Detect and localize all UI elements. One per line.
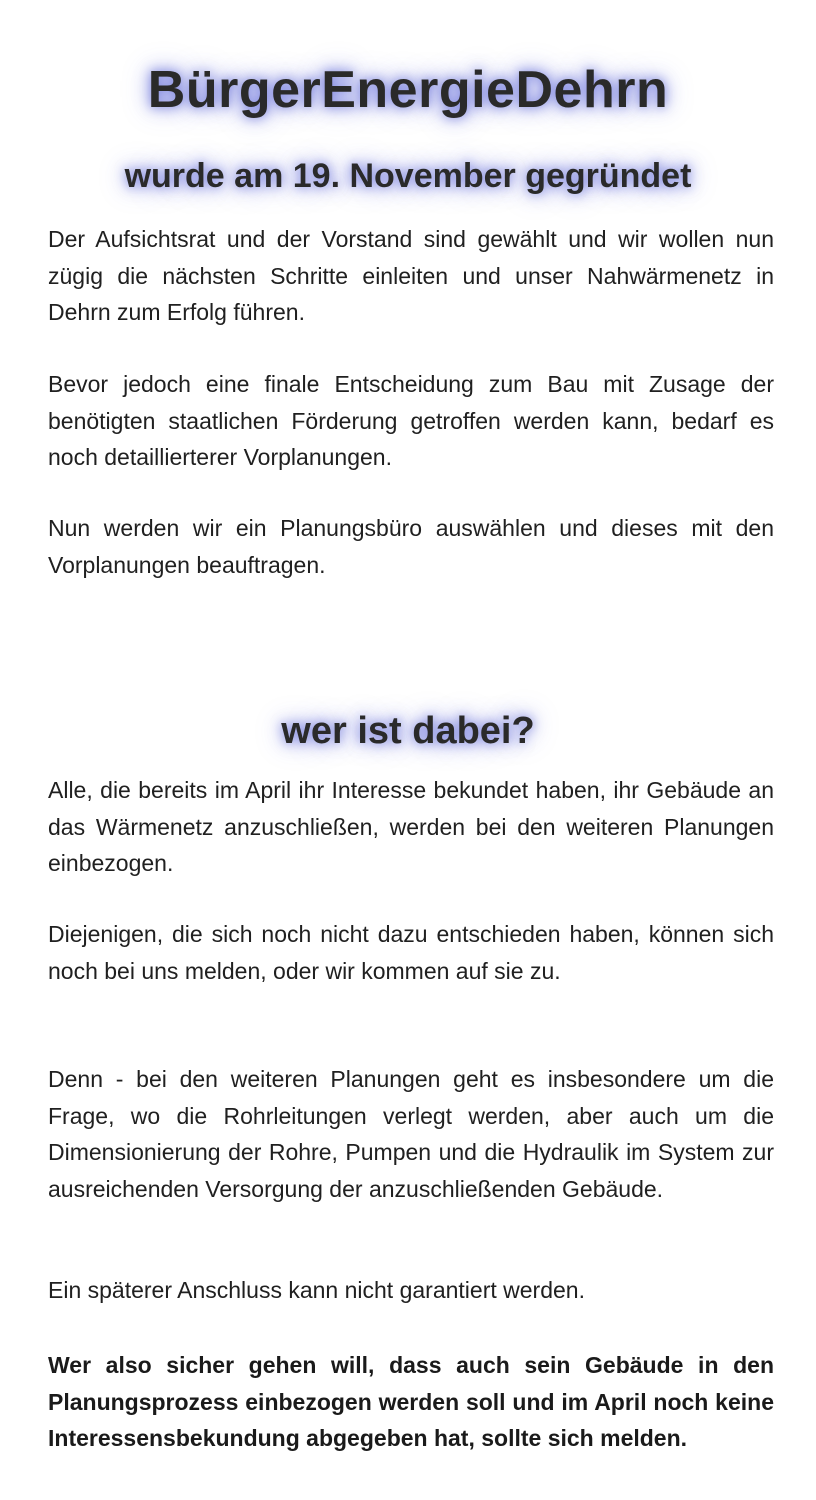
closing-call-to-action: Wer also sicher gehen will, dass auch sein Gebäude in den Planungsprozess einbezogen werden soll und im April noch keine Interessensbekundung abgegeben hat, sollte sich melden. — [48, 1352, 774, 1451]
section-paragraph-2: Diejenigen, die sich noch nicht dazu entschieden haben, können sich noch bei uns melden, oder wir kommen auf sie zu. — [48, 921, 774, 984]
page-title: BürgerEnergieDehrn — [147, 60, 669, 119]
section-paragraph-4: Ein späterer Anschluss kann nicht garantiert werden. — [48, 1277, 585, 1303]
section-paragraph-1: Alle, die bereits im April ihr Interesse bekundet haben, ihr Gebäude an das Wärmenetz anzuschließen, werden bei den weiteren Planungen einbezogen. — [48, 777, 774, 876]
intro-paragraph-1: Der Aufsichtsrat und der Vorstand sind gewählt und wir wollen nun zügig die nächsten Schritte einleiten und unser Nahwärmenetz in Dehrn zum Erfolg führen. — [48, 226, 774, 325]
section-paragraph-3: Denn - bei den weiteren Planungen geht es insbesondere um die Frage, wo die Rohrleitungen verlegt werden, aber auch um die Dimensionierung der Rohre, Pumpen und die Hydraulik im System zur ausreichenden Versorgung der anzuschließenden Gebäude. — [48, 1066, 774, 1202]
intro-paragraph-3: Nun werden wir ein Planungsbüro auswählen und dieses mit den Vorplanungen beauftragen. — [48, 515, 774, 578]
page-subtitle: wurde am 19. November gegründet — [124, 157, 692, 196]
intro-paragraph-2: Bevor jedoch eine finale Entscheidung zum Bau mit Zusage der benötigten staatlichen Förderung getroffen werden kann, bedarf es noch detaillierterer Vorplanungen. — [48, 371, 774, 470]
section-heading: wer ist dabei? — [281, 709, 535, 752]
